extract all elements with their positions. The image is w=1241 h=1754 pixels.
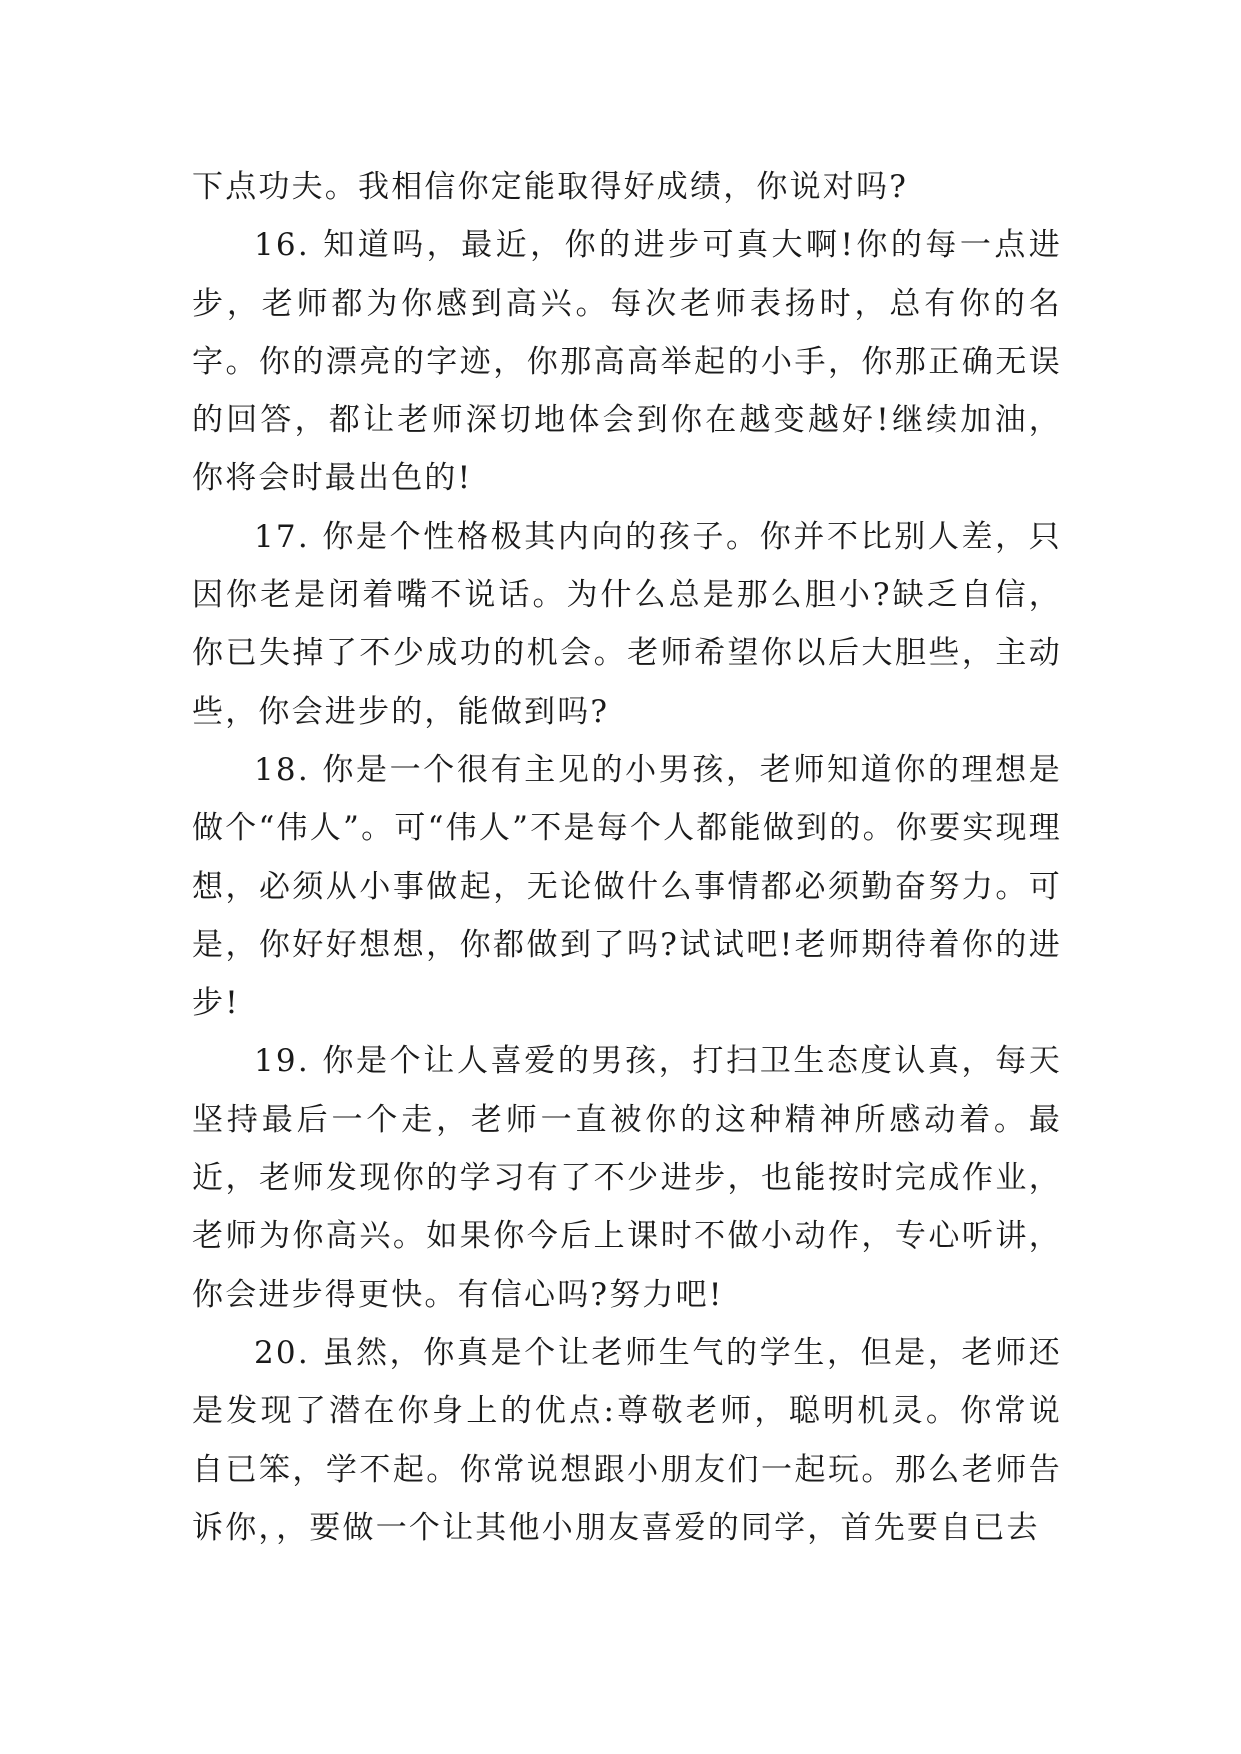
paragraph-15-continuation: 下点功夫。我相信你定能取得好成绩，你说对吗?: [192, 169, 909, 205]
document-body: [192, 158, 1062, 1557]
paragraph-19: 19. 你是个让人喜爱的男孩，打扫卫生态度认真，每天坚持最后一个走，老师一直被你的这种精神所感动着。最近，老师发现你的学习有了不少进步，也能按时完成作业，老师为你高兴。如果你今后上课时不做小动作，专心听讲，你会进步得更快。有信心吗?努力吧!: [192, 1043, 1062, 1313]
paragraph-16: 16. 知道吗，最近，你的进步可真大啊!你的每一点进步，老师都为你感到高兴。每次老师表扬时，总有你的名字。你的漂亮的字迹，你那高高举起的小手，你那正确无误的回答，都让老师深切地体会到你在越变越好!继续加油，你将会时最出色的!: [192, 227, 1062, 497]
paragraph-18: 18. 你是一个很有主见的小男孩，老师知道你的理想是做个“伟人”。可“伟人”不是每个人都能做到的。你要实现理想，必须从小事做起，无论做什么事情都必须勤奋努力。可是，你好好想想，你都做到了吗?试试吧!老师期待着你的进步!: [192, 751, 1062, 1022]
paragraph-20: 20. 虽然，你真是个让老师生气的学生，但是，老师还是发现了潜在你身上的优点:尊敬老师，聪明机灵。你常说自已笨，学不起。你常说想跟小朋友们一起玩。那么老师告诉你，，要做一个让其他小朋友喜爱的同学，首先要自已去: [192, 1334, 1062, 1546]
paragraph-17: 17. 你是个性格极其内向的孩子。你并不比别人差，只因你老是闭着嘴不说话。为什么总是那么胆小?缺乏自信，你已失掉了不少成功的机会。老师希望你以后大胆些，主动些，你会进步的，能做到吗?: [192, 518, 1062, 730]
